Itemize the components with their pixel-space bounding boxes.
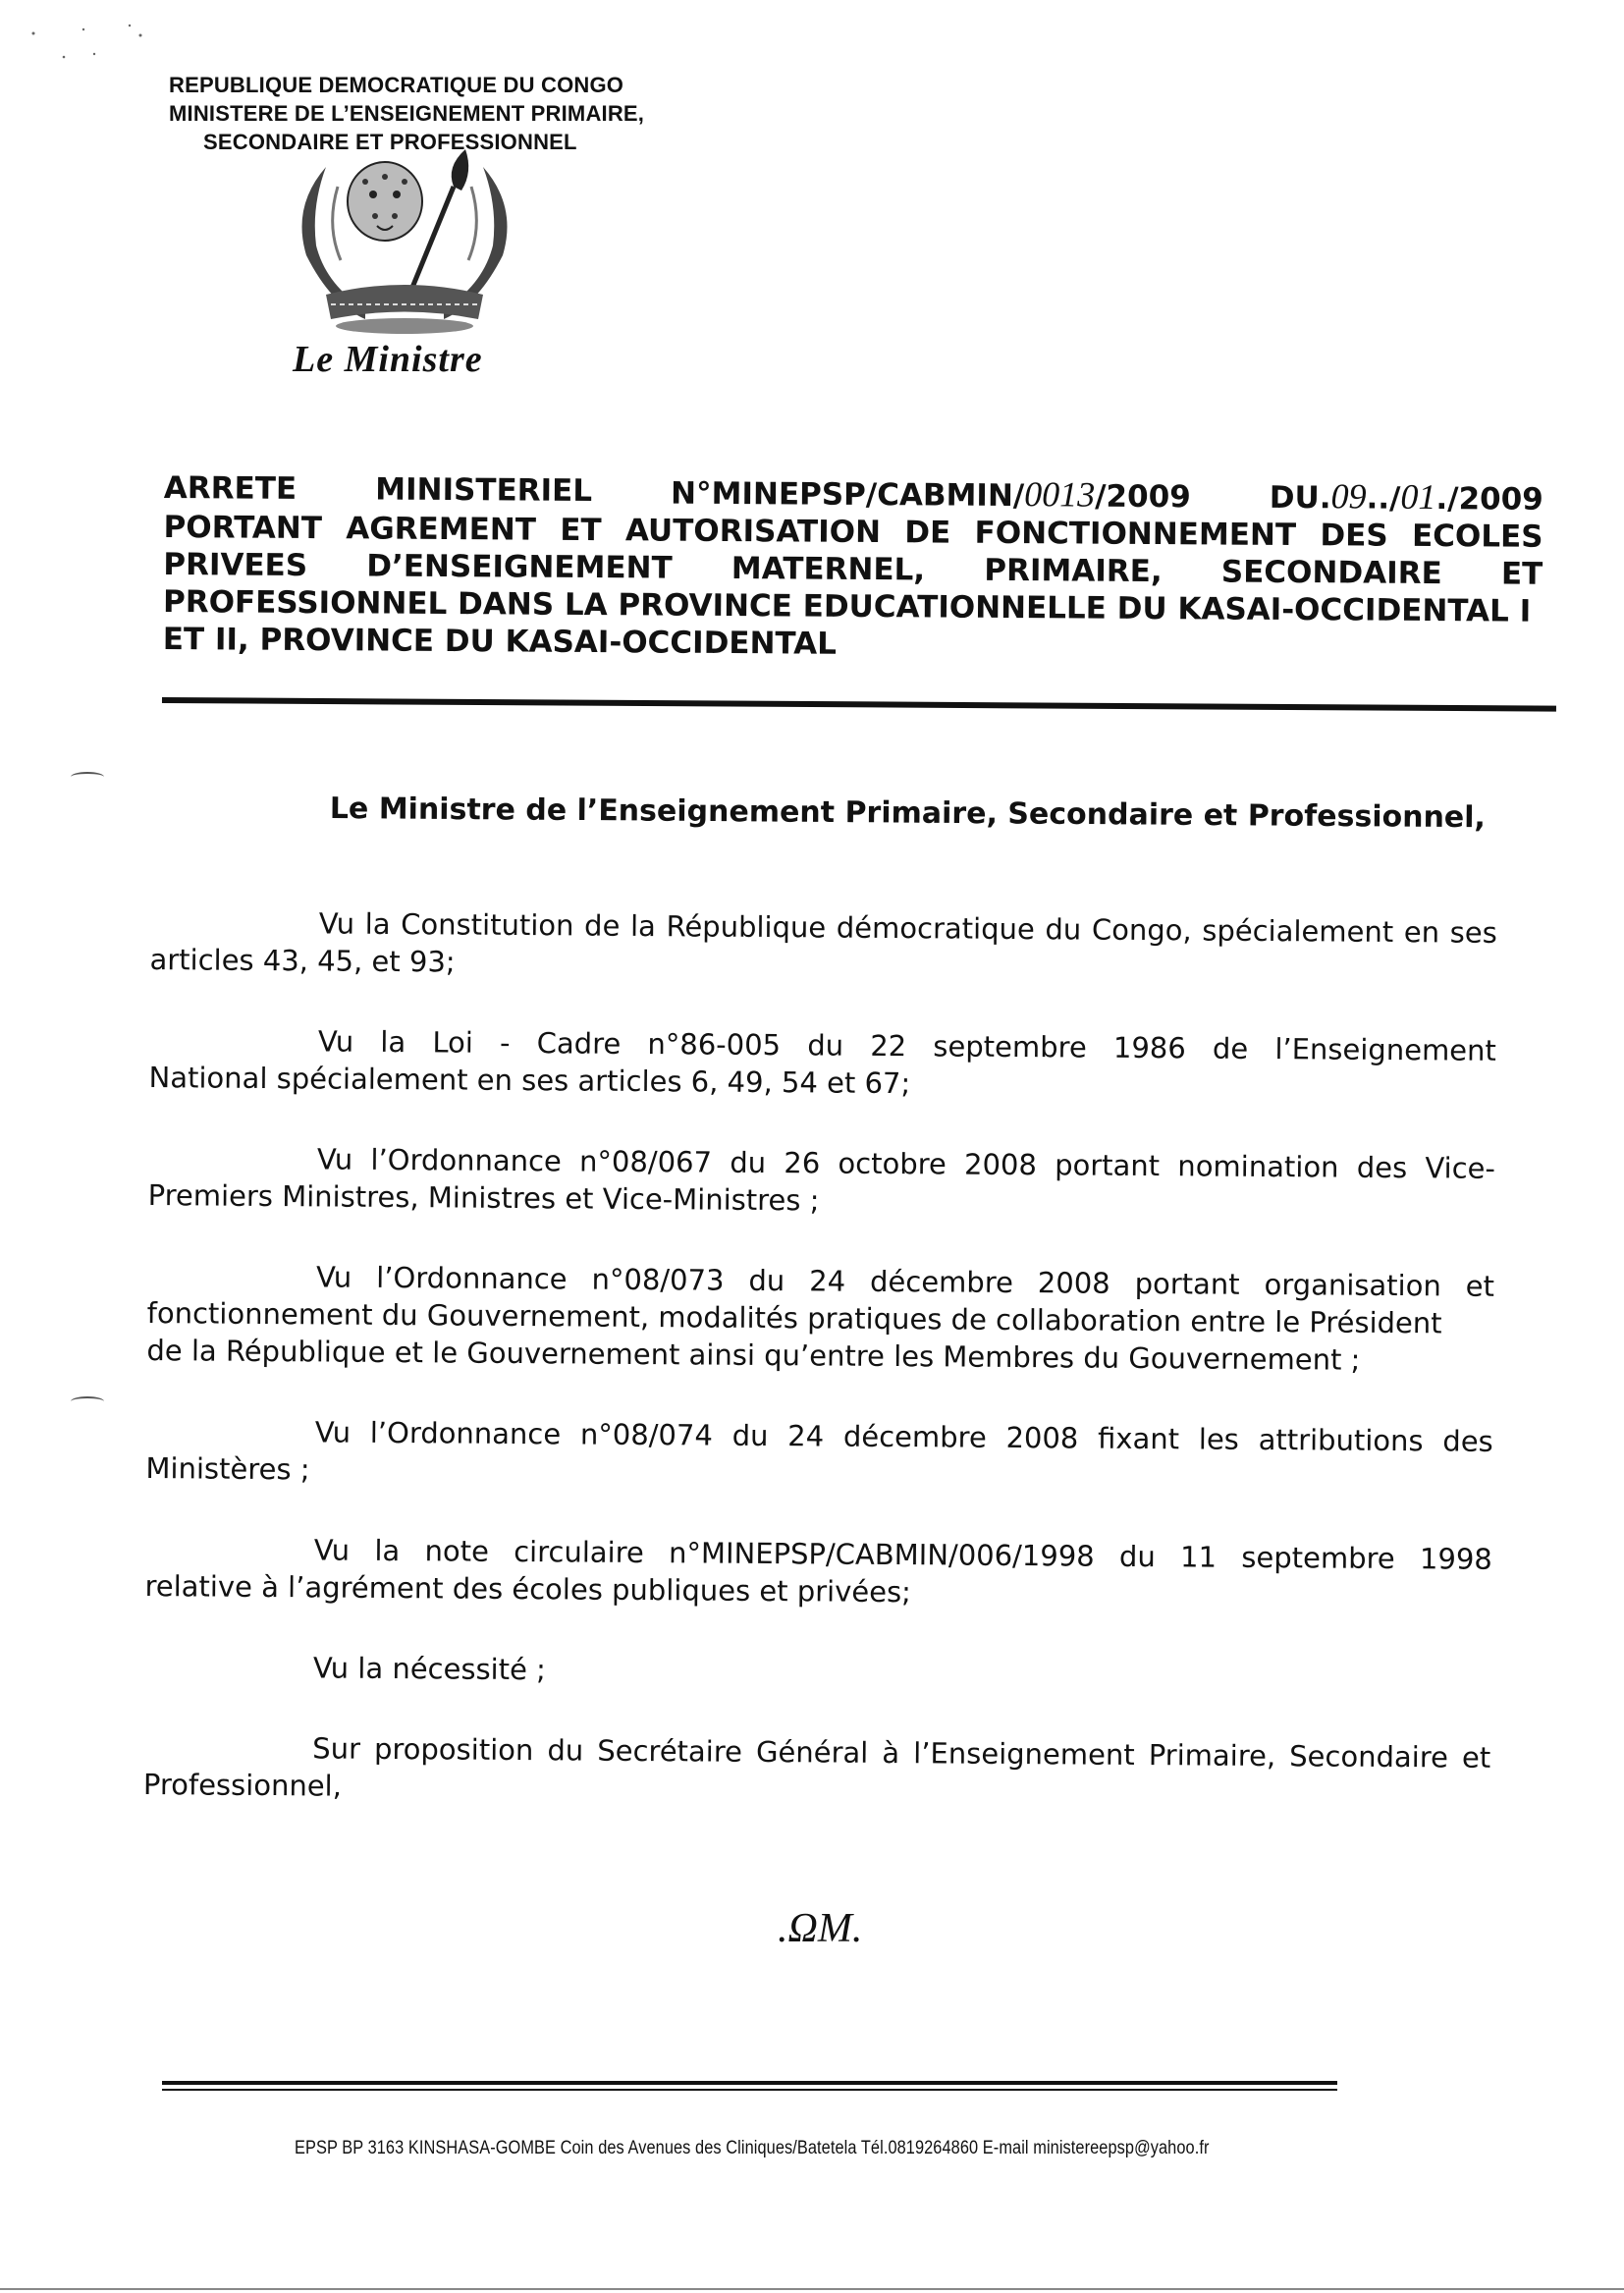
consideration-item: Vu l’Ordonnance n°08/073 du 24 décembre 2008 portant organisation et fonctionnement du Gouvernement, modalités pratiques de collaboration entre le Président de la République et le Gouvernement ainsi qu’entre les Membres du Gouvernement ; — [146, 1260, 1495, 1377]
minister-signature-title: Le Ministre — [293, 339, 483, 380]
title-word: AGREMENT — [346, 511, 537, 548]
title-word: DES — [1320, 518, 1388, 554]
letterhead-country: REPUBLIQUE DEMOCRATIQUE DU CONGO — [169, 73, 624, 97]
scan-specks — [0, 0, 196, 88]
title-word: DE — [904, 515, 951, 551]
consideration-item: Sur proposition du Secrétaire Général à l’Enseignement Primaire, Secondaire et Professionnel, — [142, 1731, 1491, 1803]
title-line-4: PROFESSIONNEL DANS LA PROVINCE EDUCATIONNELLE DU KASAI-OCCIDENTAL I — [162, 583, 1532, 629]
decree-reference: N°MINEPSP/CABMIN/0013/2009 — [670, 474, 1191, 516]
letterhead-ministry: MINISTERE DE L’ENSEIGNEMENT PRIMAIRE, — [169, 101, 645, 126]
consideration-item: Vu la note circulaire n°MINEPSP/CABMIN/006/1998 du 11 septembre 1998 relative à l’agrément des écoles publiques et privées; — [144, 1533, 1492, 1610]
title-word: MINISTERIEL — [375, 471, 593, 510]
consideration-item: Vu la Constitution de la République démocratique du Congo, spécialement en ses articles 43, 45, et 93; — [149, 906, 1497, 979]
considerations — [135, 903, 1496, 1857]
decree-title — [163, 469, 1543, 668]
title-word: ECOLES — [1411, 518, 1543, 555]
minister-title: Le Ministre de l’Enseignement Primaire, Secondaire et Professionnel, — [329, 792, 1487, 836]
footer-divider-thin — [162, 2089, 1337, 2091]
decree-date: DU.09../01./2009 — [1269, 476, 1543, 518]
scan-edge — [0, 2288, 1624, 2290]
handwritten-initials: .ΩM. — [778, 1906, 863, 1951]
handwritten-month: 01 — [1400, 476, 1436, 518]
title-divider — [162, 697, 1556, 712]
title-word: SECONDAIRE — [1220, 554, 1442, 592]
consideration-item: Vu l’Ordonnance n°08/067 du 26 octobre 2008 portant nomination des Vice- Premiers Ministres, Ministres et Vice-Ministres ; — [147, 1142, 1496, 1218]
letterhead-ministry-cont: SECONDAIRE ET PROFESSIONNEL — [203, 130, 577, 154]
consideration-item: Vu la nécessité ; — [312, 1651, 547, 1687]
footer-contact: EPSP BP 3163 KINSHASA-GOMBE Coin des Avenues des Cliniques/Batetela Tél.0819264860 E-mail ministereepsp@yahoo.fr — [295, 2138, 1210, 2158]
title-word: AUTORISATION — [624, 513, 882, 551]
margin-mark — [71, 1396, 104, 1406]
title-word: ARRETE — [163, 469, 298, 507]
title-word: PRIVEES — [163, 546, 308, 584]
title-word: D’ENSEIGNEMENT — [366, 548, 673, 586]
consideration-item: Vu la Loi - Cadre n°86-005 du 22 septembre 1986 de l’Enseignement National spécialement en ses articles 6, 49, 54 et 67; — [148, 1024, 1496, 1101]
margin-mark — [71, 772, 104, 782]
consideration-item: Vu l’Ordonnance n°08/074 du 24 décembre 2008 fixant les attributions des Ministères ; — [145, 1415, 1493, 1487]
title-line-5: ET II, PROVINCE DU KASAI-OCCIDENTAL — [162, 621, 838, 662]
title-word: PRIMAIRE, — [984, 552, 1163, 590]
title-word: ET — [1500, 556, 1543, 592]
footer-divider — [162, 2081, 1337, 2085]
title-word: ET — [560, 512, 602, 549]
letterhead — [169, 71, 644, 156]
handwritten-day: 09 — [1330, 476, 1367, 517]
title-word: MATERNEL, — [731, 551, 926, 588]
coat-of-arms-emblem — [287, 147, 522, 334]
handwritten-decree-number: 0013 — [1024, 474, 1096, 515]
title-word: PORTANT — [163, 509, 323, 547]
title-word: FONCTIONNEMENT — [974, 515, 1297, 554]
